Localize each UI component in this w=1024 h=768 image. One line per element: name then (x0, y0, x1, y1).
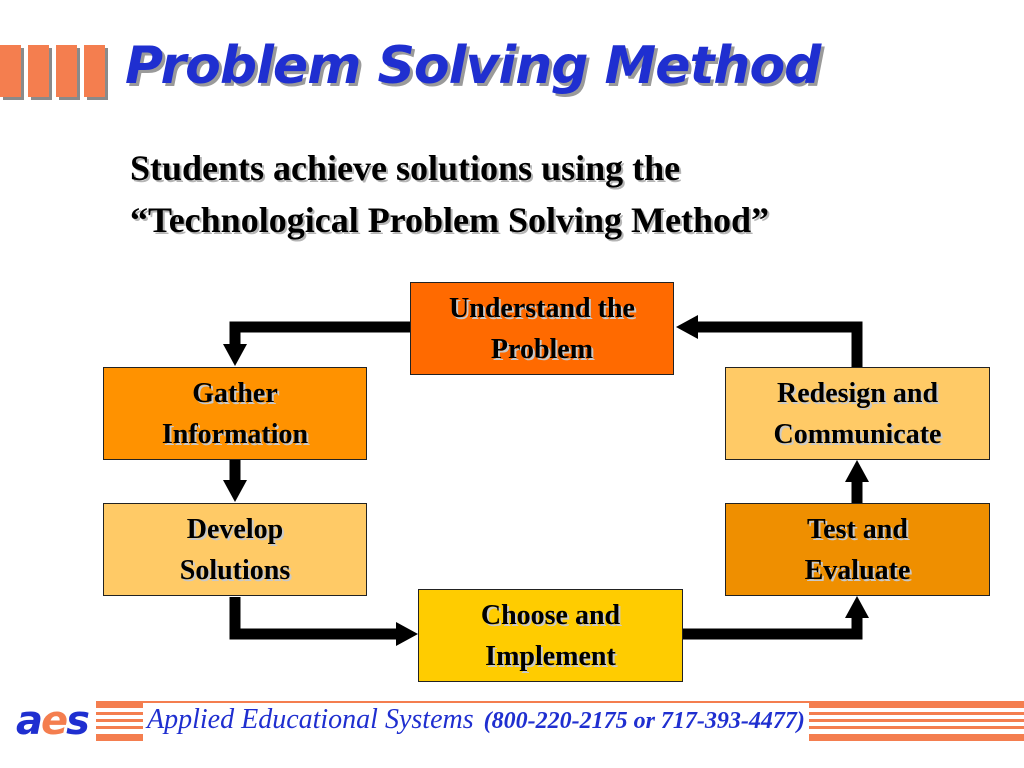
aes-logo-e: e (41, 698, 67, 744)
arrowhead-test (845, 596, 869, 618)
step-choose-line-1: Choose and (480, 599, 621, 631)
step-understand-line-2: Problem (490, 333, 594, 365)
step-understand-line-1: Understand the (449, 292, 635, 324)
arrow-choose-to-test (683, 614, 857, 634)
step-gather-line-1: Gather (192, 377, 278, 409)
arrow-understand-to-gather (235, 327, 410, 348)
slide-title: Problem Solving Method (125, 36, 821, 96)
step-redesign-and-communicate (725, 367, 990, 460)
step-develop-line-1: Develop (186, 513, 284, 545)
step-test-line-2: Evaluate (804, 554, 911, 586)
arrow-redesign-to-understand (694, 327, 857, 367)
arrowhead-understand (676, 315, 698, 339)
subtitle-line-1: Students achieve solutions using the (130, 148, 681, 188)
aes-logo (16, 698, 88, 744)
step-test-and-evaluate (725, 503, 990, 596)
step-choose-line-2: Implement (485, 640, 616, 672)
step-test-line-1: Test and (807, 513, 908, 545)
step-choose-and-implement (418, 589, 683, 682)
step-redesign-line-1: Redesign and (776, 377, 939, 409)
arrowhead-redesign (845, 460, 869, 482)
arrow-develop-to-choose (235, 597, 400, 634)
step-redesign-line-2: Communicate (773, 418, 942, 450)
aes-logo-a: a (16, 698, 41, 744)
aes-logo-s: s (66, 698, 88, 744)
step-develop-line-2: Solutions (179, 554, 291, 586)
step-gather-information (103, 367, 367, 460)
step-develop-solutions (103, 503, 367, 596)
step-understand-the-problem (410, 282, 674, 375)
step-gather-line-2: Information (161, 418, 309, 450)
arrowhead-develop (223, 480, 247, 502)
arrowhead-choose (396, 622, 418, 646)
subtitle-line-2: “Technological Problem Solving Method” (130, 200, 770, 240)
footer-phone-numbers: (800-220-2175 or 717-393-4477) (483, 708, 805, 734)
footer-company-name: Applied Educational Systems (147, 704, 474, 735)
arrowhead-gather (223, 344, 247, 366)
footer-contact (143, 703, 809, 741)
